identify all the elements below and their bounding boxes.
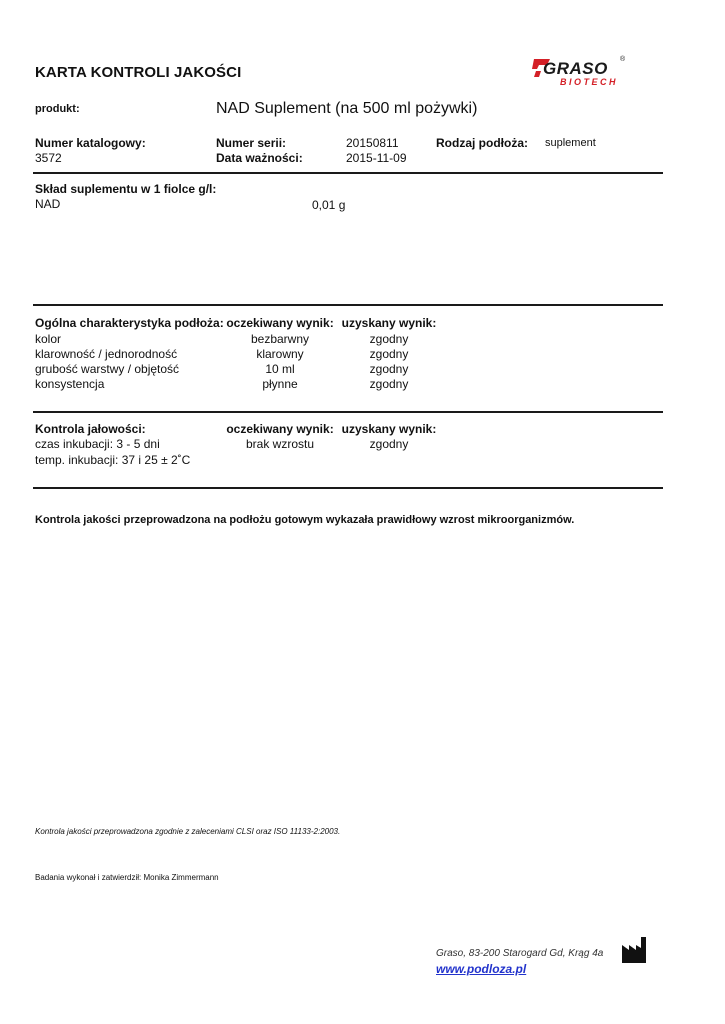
characteristic-expected: 10 ml	[265, 362, 295, 376]
expiry-date-label: Data ważności:	[216, 151, 303, 165]
medium-type-label: Rodzaj podłoża:	[436, 136, 528, 150]
company-address: Graso, 83-200 Starogard Gd, Krąg 4a	[436, 948, 604, 959]
divider	[33, 304, 663, 306]
characteristic-obtained: zgodny	[369, 332, 409, 346]
characteristic-name: konsystencja	[35, 377, 105, 391]
approval-note: Badania wykonał i zatwierdził: Monika Zimmermann	[35, 873, 219, 882]
characteristic-name: grubość warstwy / objętość	[35, 362, 180, 376]
series-number-label: Numer serii:	[216, 136, 287, 150]
series-number-value: 20150811	[346, 136, 399, 150]
incubation-temperature: temp. inkubacji: 37 i 25 ± 2˚C	[35, 453, 191, 467]
sterility-heading: Kontrola jałowości:	[35, 422, 146, 436]
characteristic-obtained: zgodny	[369, 347, 409, 361]
website-link[interactable]: www.podloza.pl	[436, 962, 527, 976]
characteristics-heading: Ogólna charakterystyka podłoża:	[35, 316, 224, 330]
catalog-number-label: Numer katalogowy:	[35, 136, 146, 150]
expected-result-header: oczekiwany wynik:	[226, 422, 334, 436]
expiry-date-value: 2015-11-09	[346, 151, 407, 165]
logo-text: GRASO	[543, 59, 608, 78]
characteristic-expected: płynne	[262, 377, 298, 391]
graso-logo	[530, 56, 630, 90]
logo-registered: ®	[620, 56, 626, 63]
divider	[33, 172, 663, 174]
composition-heading: Skład suplementu w 1 fiolce g/l:	[35, 182, 217, 196]
characteristic-expected: bezbarwny	[250, 332, 310, 346]
sterility-obtained: zgodny	[369, 437, 409, 451]
page-title: KARTA KONTROLI JAKOŚCI	[35, 64, 242, 81]
expected-result-header: oczekiwany wynik:	[226, 316, 334, 330]
logo-subtitle: BIOTECH	[560, 77, 618, 87]
characteristic-name: kolor	[35, 332, 62, 346]
medium-type-value: suplement	[545, 137, 596, 149]
characteristic-expected: klarowny	[256, 347, 304, 361]
manufacturer-icon	[620, 936, 648, 964]
product-name: NAD Suplement (na 500 ml pożywki)	[216, 100, 478, 117]
catalog-number-value: 3572	[35, 151, 62, 165]
conclusion-text: Kontrola jakości przeprowadzona na podłożu gotowym wykazała prawidłowy wzrost mikroorganizmów.	[35, 514, 575, 526]
product-label: produkt:	[35, 103, 80, 115]
divider	[33, 487, 663, 489]
composition-item-amount: 0,01 g	[312, 198, 346, 212]
sterility-expected: brak wzrostu	[245, 437, 315, 451]
obtained-result-header: uzyskany wynik:	[341, 316, 437, 330]
iso-note: Kontrola jakości przeprowadzona zgodnie z zaleceniami CLSI oraz ISO 11133-2:2003.	[35, 827, 341, 836]
characteristic-obtained: zgodny	[369, 362, 409, 376]
composition-item-name: NAD	[35, 197, 61, 211]
incubation-time: czas inkubacji: 3 - 5 dni	[35, 437, 160, 451]
divider	[33, 411, 663, 413]
characteristic-obtained: zgodny	[369, 377, 409, 391]
obtained-result-header: uzyskany wynik:	[341, 422, 437, 436]
characteristic-name: klarowność / jednorodność	[35, 347, 178, 361]
